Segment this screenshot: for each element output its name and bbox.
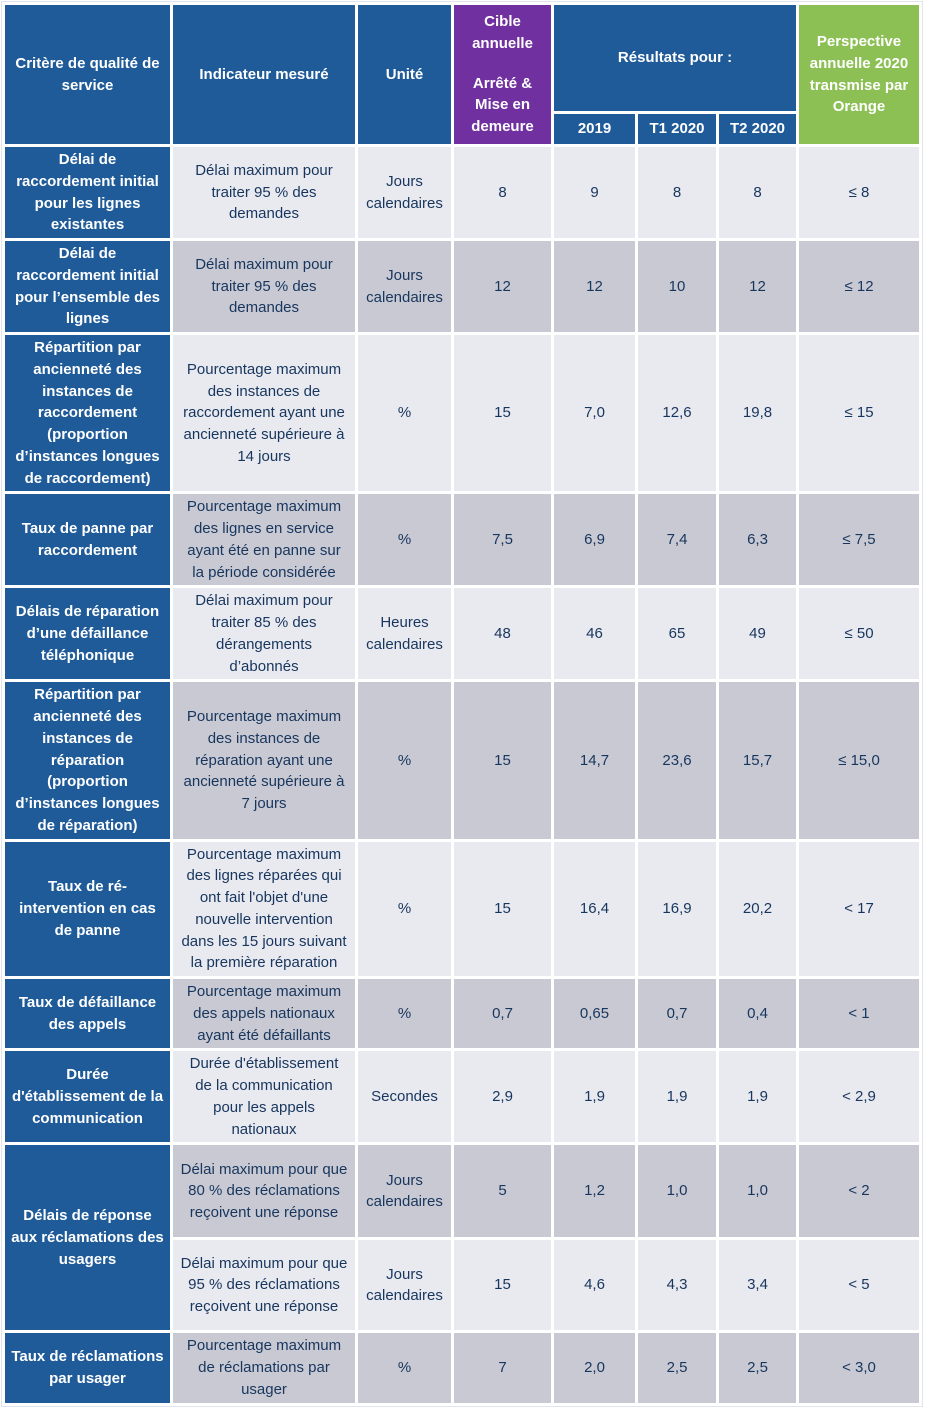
indicator-cell: Pourcentage maximum des instances de raccordement ayant une ancienneté supérieure à 14 jours (173, 335, 355, 491)
indicator-cell: Délai maximum pour traiter 85 % des dérangements d’abonnés (173, 588, 355, 679)
criterion-cell: Taux de ré-intervention en cas de panne (5, 842, 170, 977)
result-2019-cell: 0,65 (554, 979, 635, 1048)
result-t2-2020-cell: 3,4 (719, 1240, 796, 1330)
perspective-cell: ≤ 12 (799, 241, 919, 332)
table-row (5, 494, 919, 585)
header-target-line2: Arrêté & Mise en demeure (471, 74, 534, 136)
criterion-cell: Délai de raccordement initial pour l’ensemble des lignes (5, 241, 170, 332)
unit-cell: Jours calendaires (358, 1240, 451, 1330)
result-2019-cell: 7,0 (554, 335, 635, 491)
criterion-cell: Taux de défaillance des appels (5, 979, 170, 1048)
perspective-cell: ≤ 15 (799, 335, 919, 491)
target-cell: 7 (454, 1333, 551, 1402)
indicator-cell: Délai maximum pour traiter 95 % des demandes (173, 147, 355, 238)
perspective-cell: < 3,0 (799, 1333, 919, 1402)
table-row (5, 1333, 919, 1402)
header-target (454, 5, 551, 144)
target-cell: 48 (454, 588, 551, 679)
table-row (5, 1051, 919, 1142)
target-cell: 15 (454, 335, 551, 491)
result-t2-2020-cell: 0,4 (719, 979, 796, 1048)
unit-cell: Jours calendaires (358, 241, 451, 332)
indicator-cell: Pourcentage maximum des instances de réparation ayant une ancienneté supérieure à 7 jours (173, 682, 355, 838)
result-2019-cell: 46 (554, 588, 635, 679)
table-row (5, 241, 919, 332)
unit-cell: % (358, 335, 451, 491)
result-t2-2020-cell: 20,2 (719, 842, 796, 977)
result-t2-2020-cell: 15,7 (719, 682, 796, 838)
header-indicator: Indicateur mesuré (173, 5, 355, 144)
result-2019-cell: 1,9 (554, 1051, 635, 1142)
criterion-cell: Délai de raccordement initial pour les lignes existantes (5, 147, 170, 238)
header-col-t1-2020: T1 2020 (638, 114, 716, 144)
result-2019-cell: 1,2 (554, 1145, 635, 1237)
perspective-cell: ≤ 15,0 (799, 682, 919, 838)
result-2019-cell: 12 (554, 241, 635, 332)
target-cell: 2,9 (454, 1051, 551, 1142)
table-row (5, 1145, 919, 1237)
result-2019-cell: 6,9 (554, 494, 635, 585)
unit-cell: % (358, 682, 451, 838)
perspective-cell: ≤ 8 (799, 147, 919, 238)
header-target-spacer (458, 55, 547, 73)
indicator-cell: Pourcentage maximum des lignes en service ayant été en panne sur la période considérée (173, 494, 355, 585)
result-t2-2020-cell: 49 (719, 588, 796, 679)
criterion-cell: Taux de panne par raccordement (5, 494, 170, 585)
qos-table (1, 1, 923, 1407)
result-t1-2020-cell: 7,4 (638, 494, 716, 585)
criterion-cell: Durée d'établissement de la communication (5, 1051, 170, 1142)
unit-cell: Secondes (358, 1051, 451, 1142)
header-col-t2-2020: T2 2020 (719, 114, 796, 144)
header-col-2019: 2019 (554, 114, 635, 144)
target-cell: 0,7 (454, 979, 551, 1048)
result-t1-2020-cell: 0,7 (638, 979, 716, 1048)
header-target-line1: Cible annuelle (472, 13, 533, 52)
table-row (5, 147, 919, 238)
result-t2-2020-cell: 2,5 (719, 1333, 796, 1402)
target-cell: 15 (454, 682, 551, 838)
result-t1-2020-cell: 1,0 (638, 1145, 716, 1237)
result-t1-2020-cell: 10 (638, 241, 716, 332)
unit-cell: Jours calendaires (358, 1145, 451, 1237)
target-cell: 12 (454, 241, 551, 332)
indicator-cell: Délai maximum pour que 80 % des réclamations reçoivent une réponse (173, 1145, 355, 1237)
header-results-group: Résultats pour : (554, 5, 796, 111)
header-perspective: Perspective annuelle 2020 transmise par Orange (799, 5, 919, 144)
indicator-cell: Délai maximum pour traiter 95 % des demandes (173, 241, 355, 332)
target-cell: 15 (454, 842, 551, 977)
target-cell: 7,5 (454, 494, 551, 585)
table-row (5, 842, 919, 977)
unit-cell: % (358, 494, 451, 585)
result-t2-2020-cell: 6,3 (719, 494, 796, 585)
result-t1-2020-cell: 65 (638, 588, 716, 679)
unit-cell: % (358, 979, 451, 1048)
indicator-cell: Pourcentage maximum de réclamations par usager (173, 1333, 355, 1402)
perspective-cell: < 17 (799, 842, 919, 977)
result-t1-2020-cell: 2,5 (638, 1333, 716, 1402)
criterion-cell: Délais de réponse aux réclamations des usagers (5, 1145, 170, 1330)
table-row (5, 588, 919, 679)
result-t2-2020-cell: 19,8 (719, 335, 796, 491)
indicator-cell: Délai maximum pour que 95 % des réclamations reçoivent une réponse (173, 1240, 355, 1330)
header-unit: Unité (358, 5, 451, 144)
result-t1-2020-cell: 23,6 (638, 682, 716, 838)
result-2019-cell: 2,0 (554, 1333, 635, 1402)
result-2019-cell: 4,6 (554, 1240, 635, 1330)
indicator-cell: Pourcentage maximum des lignes réparées qui ont fait l'objet d'une nouvelle intervention dans les 15 jours suivant la première réparation (173, 842, 355, 977)
perspective-cell: < 2 (799, 1145, 919, 1237)
unit-cell: Heures calendaires (358, 588, 451, 679)
result-t1-2020-cell: 8 (638, 147, 716, 238)
result-t2-2020-cell: 1,9 (719, 1051, 796, 1142)
table-row (5, 682, 919, 838)
criterion-cell: Délais de réparation d’une défaillance téléphonique (5, 588, 170, 679)
result-t2-2020-cell: 12 (719, 241, 796, 332)
result-t1-2020-cell: 12,6 (638, 335, 716, 491)
result-2019-cell: 9 (554, 147, 635, 238)
result-t2-2020-cell: 1,0 (719, 1145, 796, 1237)
result-t1-2020-cell: 1,9 (638, 1051, 716, 1142)
target-cell: 15 (454, 1240, 551, 1330)
unit-cell: % (358, 1333, 451, 1402)
criterion-cell: Répartition par ancienneté des instances de réparation (proportion d’instances longues de réparation) (5, 682, 170, 838)
result-t1-2020-cell: 4,3 (638, 1240, 716, 1330)
table-row (5, 335, 919, 491)
perspective-cell: < 1 (799, 979, 919, 1048)
perspective-cell: ≤ 50 (799, 588, 919, 679)
criterion-cell: Répartition par ancienneté des instances de raccordement (proportion d’instances longues de raccordement) (5, 335, 170, 491)
perspective-cell: < 2,9 (799, 1051, 919, 1142)
perspective-cell: < 5 (799, 1240, 919, 1330)
indicator-cell: Pourcentage maximum des appels nationaux ayant été défaillants (173, 979, 355, 1048)
target-cell: 5 (454, 1145, 551, 1237)
table-row (5, 979, 919, 1048)
result-t1-2020-cell: 16,9 (638, 842, 716, 977)
target-cell: 8 (454, 147, 551, 238)
result-2019-cell: 14,7 (554, 682, 635, 838)
header-criterion: Critère de qualité de service (5, 5, 170, 144)
unit-cell: % (358, 842, 451, 977)
unit-cell: Jours calendaires (358, 147, 451, 238)
result-t2-2020-cell: 8 (719, 147, 796, 238)
perspective-cell: ≤ 7,5 (799, 494, 919, 585)
result-2019-cell: 16,4 (554, 842, 635, 977)
indicator-cell: Durée d'établissement de la communication pour les appels nationaux (173, 1051, 355, 1142)
criterion-cell: Taux de réclamations par usager (5, 1333, 170, 1402)
